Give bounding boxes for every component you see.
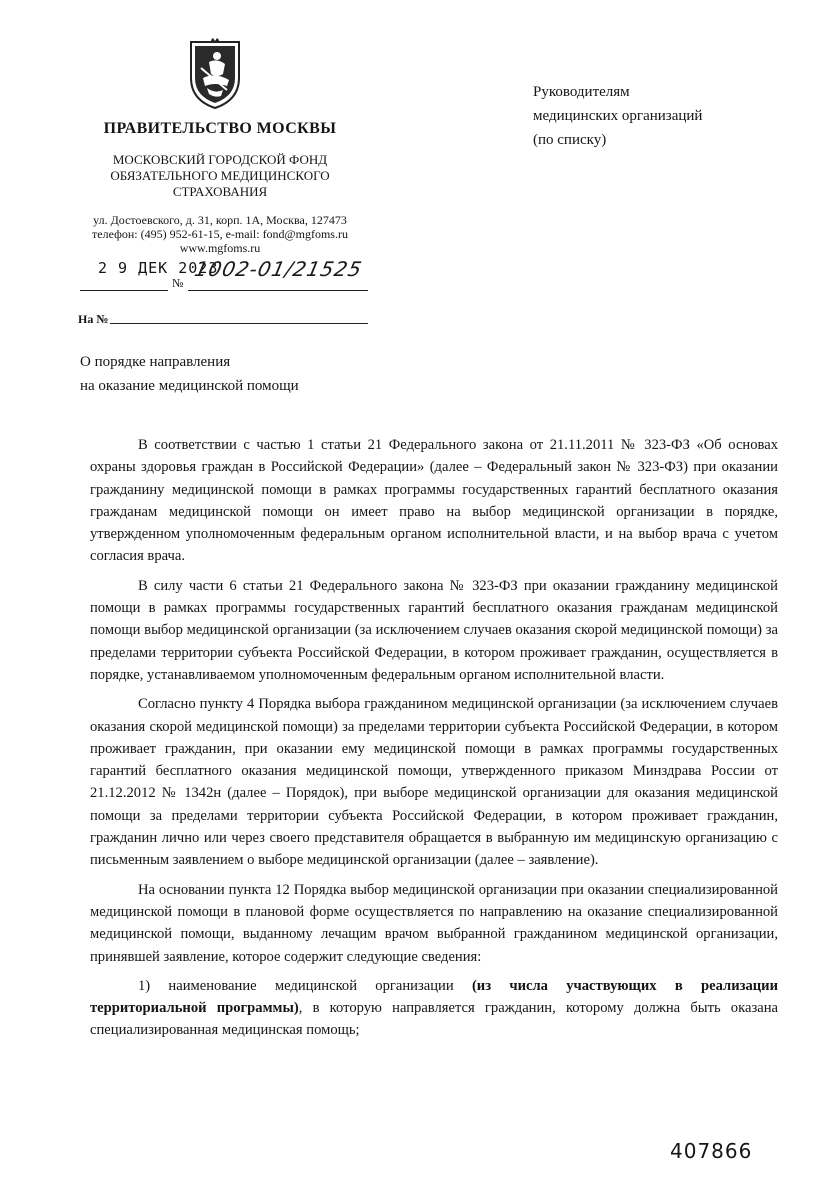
date-stamp: 2 9 ДЕК 2023 <box>98 259 219 277</box>
government-title: ПРАВИТЕЛЬСТВО МОСКВЫ <box>103 120 337 137</box>
list-item-bold-text: (из числа участвующих в реализации территориальной программы) <box>90 977 778 1017</box>
outgoing-number: 1002-01/21525 <box>192 257 365 281</box>
letter-body <box>90 434 778 1049</box>
body-paragraph: В соответствии с частью 1 статьи 21 Федерального закона от 21.11.2011 № 323-ФЗ «Об основах охраны здоровья граждан в Российской Федерации» (далее – Федеральный закон № 323-ФЗ) при оказании гражданину медицинской помощи в рамках программы государственных гарантий бесплатного оказания гражданам медицинской помощи он имеет право на выбор медицинской организации в порядке, утвержденном уполномоченным федеральным органом исполнительной власти, и на выбор врача с учетом согласия врача. <box>90 437 778 565</box>
fund-name-line: ОБЯЗАТЕЛЬНОГО МЕДИЦИНСКОГО <box>110 168 330 183</box>
list-item <box>90 975 778 1042</box>
page-code: 407866 <box>670 1139 753 1163</box>
addressee-line: Руководителям <box>533 84 630 100</box>
addressee-line: (по списку) <box>533 132 607 148</box>
addressee-line: медицинских организаций <box>533 108 703 124</box>
moscow-emblem-icon <box>187 38 243 110</box>
body-paragraph: На основании пункта 12 Порядка выбор медицинской организации при оказании специализированной медицинской помощи в плановой форме осуществляется по направлению на оказание специализированной медицинской помощи, выданному лечащим врачом выбранной гражданином медицинской организации, принявшей заявление, которое содержит следующие сведения: <box>90 881 778 965</box>
date-underline <box>80 290 168 291</box>
addressee <box>533 80 702 152</box>
subject-line: О порядке направления <box>80 354 231 370</box>
reply-to-label: На № <box>78 312 109 326</box>
fund-contacts <box>70 213 370 255</box>
list-item-text: 1) наименование медицинской организации <box>138 977 472 994</box>
fund-name-line: МОСКОВСКИЙ ГОРОДСКОЙ ФОНД <box>112 152 328 167</box>
list-item-text: , в которую направляется гражданин, которому должна быть оказана специализированная медицинская помощь; <box>90 1000 778 1039</box>
letter-subject <box>80 350 299 398</box>
body-paragraph: В силу части 6 статьи 21 Федерального закона № 323-ФЗ при оказании гражданину медицинской помощи в рамках программы государственных гарантий бесплатного оказания гражданам медицинской помощи выбор медицинской организации (за исключением случаев оказания скорой медицинской помощи) за пределами территории субъекта Российской Федерации, в котором проживает гражданин, осуществляется в порядке, устанавливаемом уполномоченным федеральным органом исполнительной власти. <box>90 577 778 683</box>
subject-line: на оказание медицинской помощи <box>80 378 299 394</box>
fund-address: ул. Достоевского, д. 31, корп. 1А, Москва, 127473 <box>93 213 347 227</box>
fund-phone-email: телефон: (495) 952-61-15, e-mail: fond@mgfoms.ru <box>92 227 348 241</box>
number-label: № <box>172 276 184 290</box>
number-underline <box>188 290 368 291</box>
reply-to-underline <box>110 323 368 324</box>
fund-website: www.mgfoms.ru <box>179 241 261 255</box>
fund-name <box>70 152 370 200</box>
fund-name-line: СТРАХОВАНИЯ <box>172 184 268 199</box>
body-paragraph: Согласно пункту 4 Порядка выбора гражданином медицинской организации (за исключением случаев оказания скорой медицинской помощи) за пределами территории субъекта Российской Федерации, в котором проживает гражданин, при оказании ему медицинской помощи в рамках программы государственных гарантий бесплатного оказания медицинской помощи, утвержденного приказом Минздрава России от 21.12.2012 № 1342н (далее – Порядок), при выборе медицинской организации для оказания медицинской помощи за пределами территории субъекта Российской Федерации, в котором проживает гражданин, гражданин лично или через своего представителя обращается в выбранную им медицинскую организацию с письменным заявлением о выборе медицинской организации (далее – заявление). <box>90 696 778 869</box>
